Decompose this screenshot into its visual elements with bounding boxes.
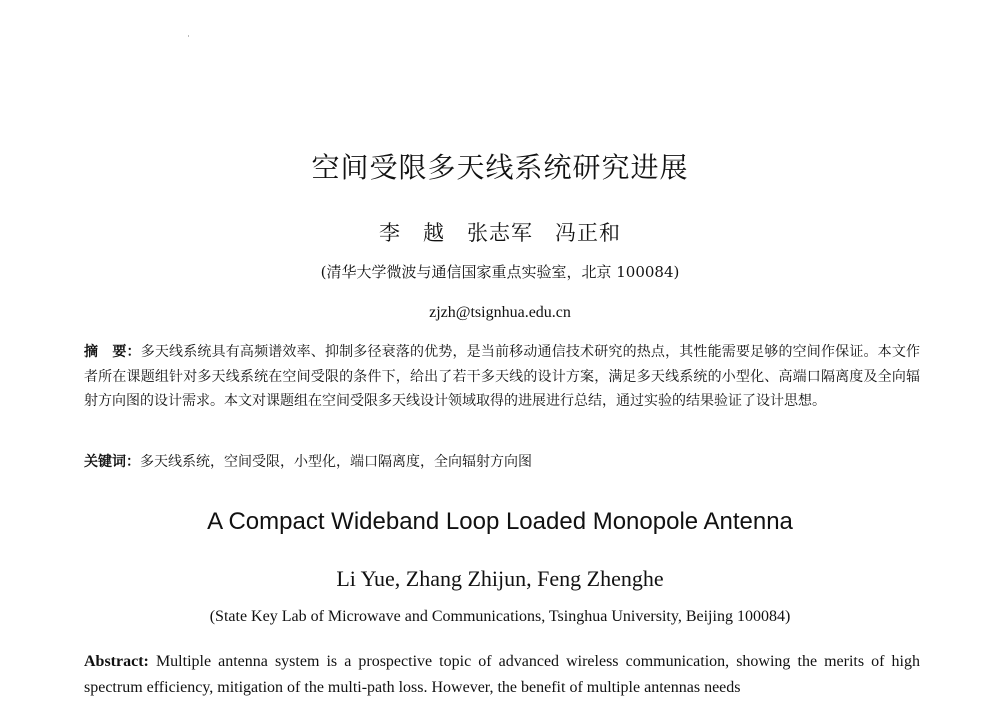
scan-artifact <box>188 35 189 37</box>
paper-title-cn: 空间受限多天线系统研究进展 <box>311 151 689 184</box>
paper-title-en: A Compact Wideband Loop Loaded Monopole Antenna <box>207 508 793 535</box>
email-link[interactable]: zjzh@tsignhua.edu.cn <box>429 304 571 321</box>
keywords-cn <box>84 451 920 473</box>
abstract-cn-label: 摘 要： <box>84 344 141 360</box>
abstract-en <box>84 649 920 701</box>
abstract-cn <box>84 340 920 414</box>
authors-en: Li Yue, Zhang Zhijun, Feng Zhenghe <box>336 566 664 591</box>
affiliation-en: (State Key Lab of Microwave and Communications, Tsinghua University, Beijing 100084) <box>209 608 791 625</box>
authors-cn: 李 越 张志军 冯正和 <box>379 221 621 245</box>
keywords-cn-text: 多天线系统，空间受限，小型化，端口隔离度，全向辐射方向图 <box>140 454 532 470</box>
abstract-cn-text: 多天线系统具有高频谱效率、抑制多径衰落的优势，是当前移动通信技术研究的热点，其性能需要足够的空间作保证。本文作者所在课题组针对多天线系统在空间受限的条件下，给出了若干多天线的设计方案，满足多天线系统的小型化、高端口隔离度及全向辐射方向图的设计需求。本文对课题组在空间受限多天线设计领域取得的进展进行总结，通过实验的结果验证了设计思想。 <box>84 344 921 409</box>
keywords-cn-label: 关键词： <box>84 454 140 470</box>
abstract-en-label: Abstract: <box>84 653 149 670</box>
affiliation-cn: (清华大学微波与通信国家重点实验室，北京 100084) <box>320 263 680 281</box>
abstract-en-text: Multiple antenna system is a prospective topic of advanced wireless communication, showing the merits of high spectrum efficiency, mitigation of the multi-path loss. However, the benefit of multiple antennas needs <box>84 653 921 696</box>
